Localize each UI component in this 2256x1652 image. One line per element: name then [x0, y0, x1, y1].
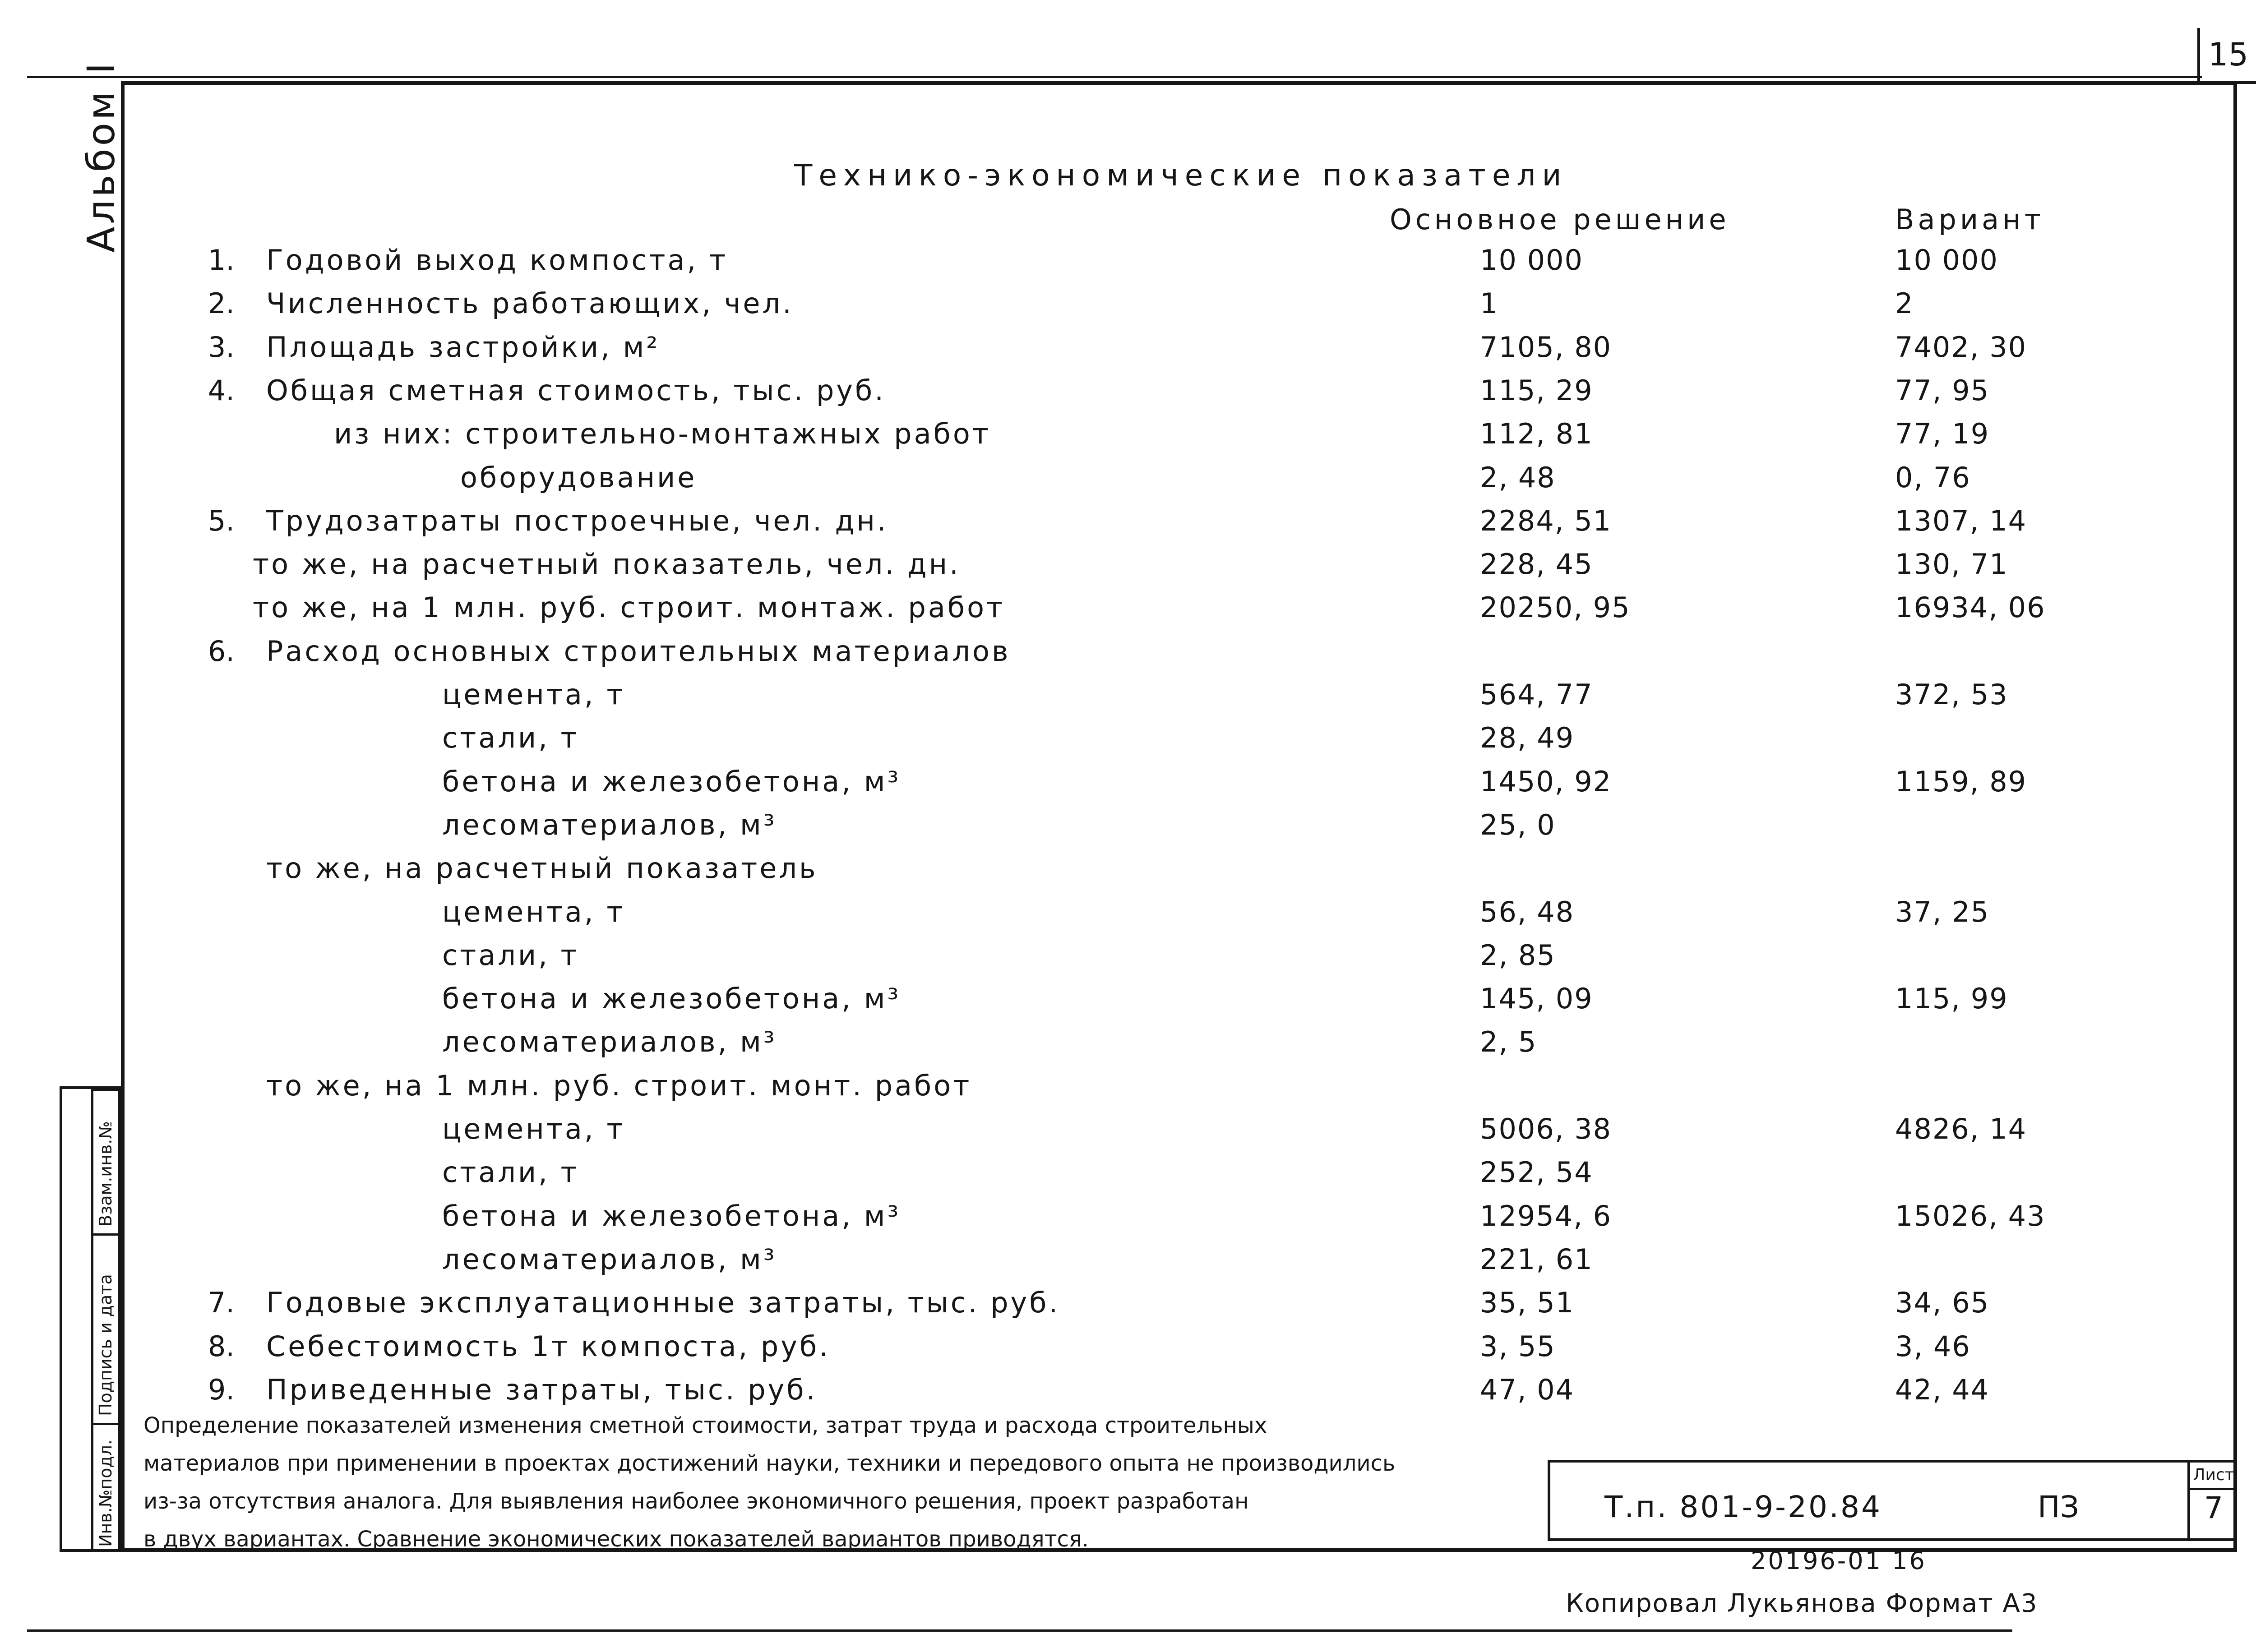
- sheet-number: 7: [2204, 1490, 2223, 1525]
- main-solution-value: 3, 55: [1480, 1329, 1556, 1363]
- table-row: [0, 1286, 2256, 1329]
- main-solution-value: 7105, 80: [1480, 330, 1612, 364]
- variant-value: 4826, 14: [1895, 1112, 2027, 1145]
- table-row: [0, 1330, 2256, 1373]
- section-code: ПЗ: [2038, 1490, 2079, 1524]
- table-row: [0, 331, 2256, 374]
- variant-value: 37, 25: [1895, 895, 1990, 928]
- footnote-line: Определение показателей изменения сметной стоимости, затрат труда и расхода строительных: [143, 1413, 1267, 1438]
- row-label: Приведенные затраты, тыс. руб.: [266, 1373, 818, 1406]
- row-label: бетона и железобетона, м³: [442, 1199, 901, 1232]
- row-label: лесоматериалов, м³: [442, 808, 777, 841]
- bottom-border-line: [27, 1629, 2012, 1632]
- main-solution-value: 2, 85: [1480, 938, 1556, 972]
- row-label: то же, на 1 млн. руб. строит. монтаж. работ: [253, 591, 1005, 624]
- row-label: Численность работающих, чел.: [266, 287, 794, 320]
- main-solution-value: 5006, 38: [1480, 1112, 1612, 1145]
- variant-value: 1159, 89: [1895, 765, 2027, 798]
- variant-value: 77, 95: [1895, 374, 1990, 407]
- table-row: [0, 721, 2256, 765]
- top-border-line: [27, 76, 2202, 78]
- document-code: Т.п. 801-9-20.84: [1604, 1490, 1882, 1524]
- main-solution-value: 35, 51: [1480, 1286, 1575, 1320]
- variant-value: 2: [1895, 287, 1914, 320]
- variant-value: 1307, 14: [1895, 504, 2027, 537]
- variant-value: 77, 19: [1895, 417, 1990, 451]
- table-row: [0, 1112, 2256, 1156]
- variant-value: 34, 65: [1895, 1286, 1990, 1320]
- table-row: [0, 461, 2256, 504]
- row-number: 7.: [208, 1286, 235, 1320]
- side-stamp-cell-inv: [91, 1423, 121, 1549]
- footnote-line: в двух вариантах. Сравнение экономических показателей вариантов приводятся.: [143, 1527, 1089, 1552]
- row-label: бетона и железобетона, м³: [442, 765, 901, 798]
- table-row: [0, 678, 2256, 721]
- footnote-line: из-за отсутствия аналога. Для выявления наиболее экономичного решения, проект разработан: [143, 1489, 1249, 1514]
- table-row: [0, 982, 2256, 1025]
- sheet-box: [2187, 1463, 2237, 1538]
- table-row: [0, 808, 2256, 852]
- table-row: [0, 244, 2256, 287]
- variant-value: 16934, 06: [1895, 591, 2046, 624]
- signature-date-label: Подпись и дата: [96, 1274, 116, 1416]
- row-label: из них: строительно-монтажных работ: [334, 417, 991, 451]
- row-number: 8.: [208, 1329, 235, 1363]
- variant-value: 115, 99: [1895, 982, 2008, 1015]
- column-header-main: Основное решение: [1390, 203, 1730, 236]
- main-solution-value: 2, 5: [1480, 1025, 1537, 1059]
- variant-value: 3, 46: [1895, 1329, 1971, 1363]
- main-solution-value: 56, 48: [1480, 895, 1575, 928]
- row-label: оборудование: [460, 461, 697, 494]
- row-number: 1.: [208, 244, 235, 277]
- table-row: [0, 287, 2256, 330]
- footnote-line: материалов при применении в проектах достижений науки, техники и передового опыта не производились: [143, 1451, 1396, 1476]
- row-label: цемента, т: [442, 1112, 625, 1145]
- column-header-variant: Вариант: [1895, 203, 2044, 236]
- row-number: 5.: [208, 504, 235, 537]
- row-label: цемента, т: [442, 678, 625, 711]
- row-label: лесоматериалов, м³: [442, 1025, 777, 1059]
- footnote: [143, 1407, 1497, 1558]
- table-row: [0, 895, 2256, 939]
- table-row: [0, 417, 2256, 461]
- table-row: [0, 374, 2256, 417]
- row-label: стали, т: [442, 721, 579, 755]
- main-solution-value: 47, 04: [1480, 1373, 1575, 1406]
- main-solution-value: 115, 29: [1480, 374, 1593, 407]
- table-row: [0, 1025, 2256, 1069]
- archive-number: 20196-01 16: [1751, 1546, 1927, 1575]
- main-solution-value: 228, 45: [1480, 548, 1593, 581]
- variant-value: 15026, 43: [1895, 1199, 2046, 1232]
- table-row: [0, 1243, 2256, 1286]
- row-label: стали, т: [442, 938, 579, 972]
- row-label: Себестоимость 1т компоста, руб.: [266, 1329, 830, 1363]
- row-label: лесоматериалов, м³: [442, 1242, 777, 1276]
- row-label: цемента, т: [442, 895, 625, 928]
- row-label: то же, на 1 млн. руб. строит. монт. работ: [266, 1069, 972, 1102]
- page-title: Технико-экономические показатели: [794, 158, 1568, 193]
- row-label: Годовые эксплуатационные затраты, тыс. руб.: [266, 1286, 1060, 1320]
- main-solution-value: 10 000: [1480, 244, 1583, 277]
- table-row: [0, 1200, 2256, 1243]
- main-solution-value: 252, 54: [1480, 1156, 1593, 1189]
- table-row: [0, 591, 2256, 634]
- row-label: Площадь застройки, м²: [266, 330, 660, 364]
- row-number: 6.: [208, 634, 235, 668]
- table-row: [0, 504, 2256, 548]
- row-label: стали, т: [442, 1156, 579, 1189]
- row-number: 3.: [208, 330, 235, 364]
- table-row: [0, 635, 2256, 678]
- main-solution-value: 145, 09: [1480, 982, 1593, 1015]
- table-row: [0, 548, 2256, 591]
- copied-by: Копировал Лукьянова Формат А3: [1566, 1589, 2038, 1618]
- table-row: [0, 1069, 2256, 1112]
- table-row: [0, 852, 2256, 895]
- replaced-inv-label: Взам.инв.№: [96, 1121, 116, 1227]
- row-label: Годовой выход компоста, т: [266, 244, 728, 277]
- row-number: 4.: [208, 374, 235, 407]
- row-label: то же, на расчетный показатель: [266, 852, 818, 885]
- table-row: [0, 939, 2256, 982]
- main-solution-value: 2, 48: [1480, 461, 1556, 494]
- main-solution-value: 2284, 51: [1480, 504, 1612, 537]
- main-solution-value: 28, 49: [1480, 721, 1575, 755]
- sheet-label: Лист: [2190, 1463, 2237, 1490]
- main-solution-value: 1450, 92: [1480, 765, 1612, 798]
- main-solution-value: 12954, 6: [1480, 1199, 1612, 1232]
- variant-value: 42, 44: [1895, 1373, 1990, 1406]
- main-solution-value: 564, 77: [1480, 678, 1593, 711]
- row-number: 9.: [208, 1373, 235, 1406]
- main-solution-value: 112, 81: [1480, 417, 1593, 451]
- main-solution-value: 1: [1480, 287, 1499, 320]
- row-label: Общая сметная стоимость, тыс. руб.: [266, 374, 886, 407]
- variant-value: 130, 71: [1895, 548, 2008, 581]
- main-solution-value: 20250, 95: [1480, 591, 1631, 624]
- variant-value: 7402, 30: [1895, 330, 2027, 364]
- row-label: то же, на расчетный показатель, чел. дн.: [253, 548, 961, 581]
- title-block: [1548, 1460, 2237, 1541]
- variant-value: 10 000: [1895, 244, 1998, 277]
- variant-value: 372, 53: [1895, 678, 2008, 711]
- album-label: Альбом I: [79, 60, 123, 253]
- main-solution-value: 221, 61: [1480, 1242, 1593, 1276]
- table-row: [0, 765, 2256, 808]
- row-label: Трудозатраты построечные, чел. дн.: [266, 504, 888, 537]
- row-label: Расход основных строительных материалов: [266, 634, 1011, 668]
- table-row: [0, 1156, 2256, 1199]
- row-label: бетона и железобетона, м³: [442, 982, 901, 1015]
- page-number: 15: [2197, 28, 2256, 84]
- row-number: 2.: [208, 287, 235, 320]
- main-solution-value: 25, 0: [1480, 808, 1556, 841]
- inv-no-label: Инв.№подл.: [96, 1439, 116, 1547]
- variant-value: 0, 76: [1895, 461, 1971, 494]
